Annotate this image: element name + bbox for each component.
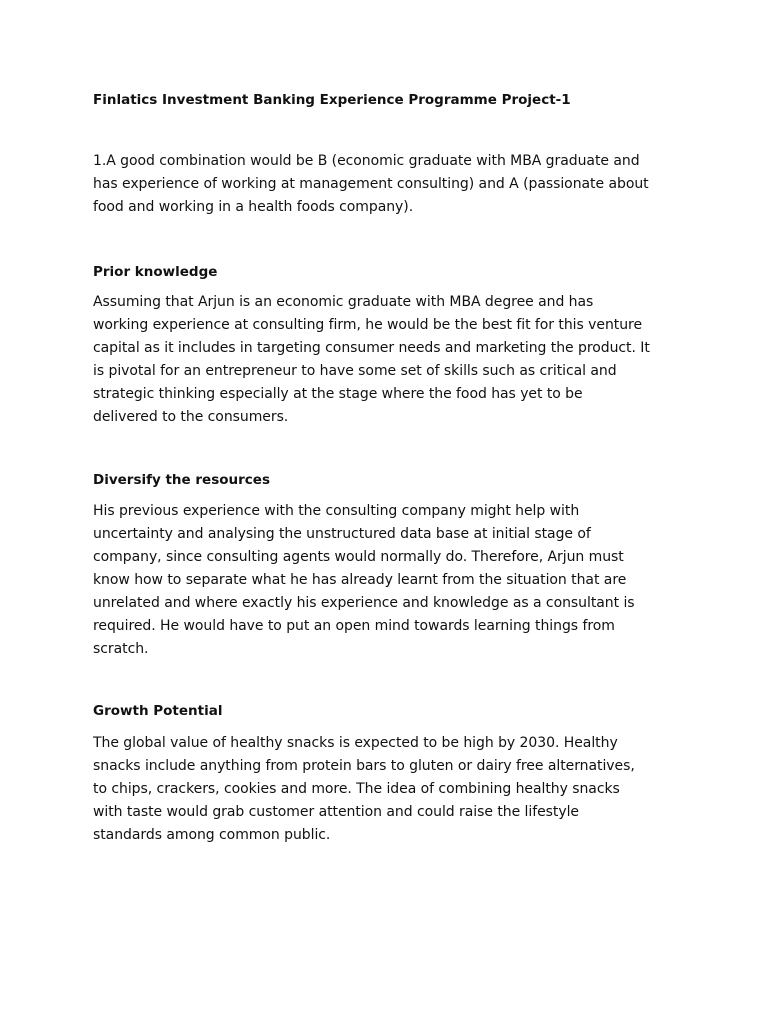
- paragraph-line: working experience at consulting firm, he would be the best fit for this venture: [93, 317, 643, 333]
- intro-paragraph: [93, 150, 649, 219]
- section-heading-diversify-resources: Diversify the resources: [93, 472, 270, 488]
- section-paragraph-growth-potential: [93, 732, 635, 847]
- paragraph-line: His previous experience with the consulting company might help with: [93, 503, 580, 519]
- paragraph-line: company, since consulting agents would normally do. Therefore, Arjun must: [93, 549, 624, 565]
- section-heading-growth-potential: Growth Potential: [93, 703, 223, 719]
- paragraph-line: uncertainty and analysing the unstructured data base at initial stage of: [93, 526, 591, 542]
- paragraph-line: standards among common public.: [93, 827, 331, 843]
- section-paragraph-diversify-resources: [93, 500, 635, 661]
- paragraph-line: know how to separate what he has already learnt from the situation that are: [93, 572, 627, 588]
- paragraph-line: delivered to the consumers.: [93, 409, 289, 425]
- paragraph-line: Assuming that Arjun is an economic graduate with MBA degree and has: [93, 294, 594, 310]
- intro-line: has experience of working at management consulting) and A (passionate about: [93, 176, 649, 192]
- intro-line: food and working in a health foods company).: [93, 199, 414, 215]
- paragraph-line: with taste would grab customer attention and could raise the lifestyle: [93, 804, 579, 820]
- paragraph-line: to chips, crackers, cookies and more. The idea of combining healthy snacks: [93, 781, 620, 797]
- paragraph-line: required. He would have to put an open mind towards learning things from: [93, 618, 615, 634]
- document-title: Finlatics Investment Banking Experience Programme Project-1: [93, 92, 571, 108]
- paragraph-line: scratch.: [93, 641, 149, 657]
- intro-line: 1.A good combination would be B (economic graduate with MBA graduate and: [93, 153, 640, 169]
- paragraph-line: unrelated and where exactly his experience and knowledge as a consultant is: [93, 595, 635, 611]
- paragraph-line: The global value of healthy snacks is expected to be high by 2030. Healthy: [93, 735, 618, 751]
- paragraph-line: is pivotal for an entrepreneur to have some set of skills such as critical and: [93, 363, 617, 379]
- section-paragraph-prior-knowledge: [93, 291, 650, 429]
- paragraph-line: snacks include anything from protein bars to gluten or dairy free alternatives,: [93, 758, 635, 774]
- paragraph-line: capital as it includes in targeting consumer needs and marketing the product. It: [93, 340, 650, 356]
- section-heading-prior-knowledge: Prior knowledge: [93, 264, 218, 280]
- paragraph-line: strategic thinking especially at the stage where the food has yet to be: [93, 386, 583, 402]
